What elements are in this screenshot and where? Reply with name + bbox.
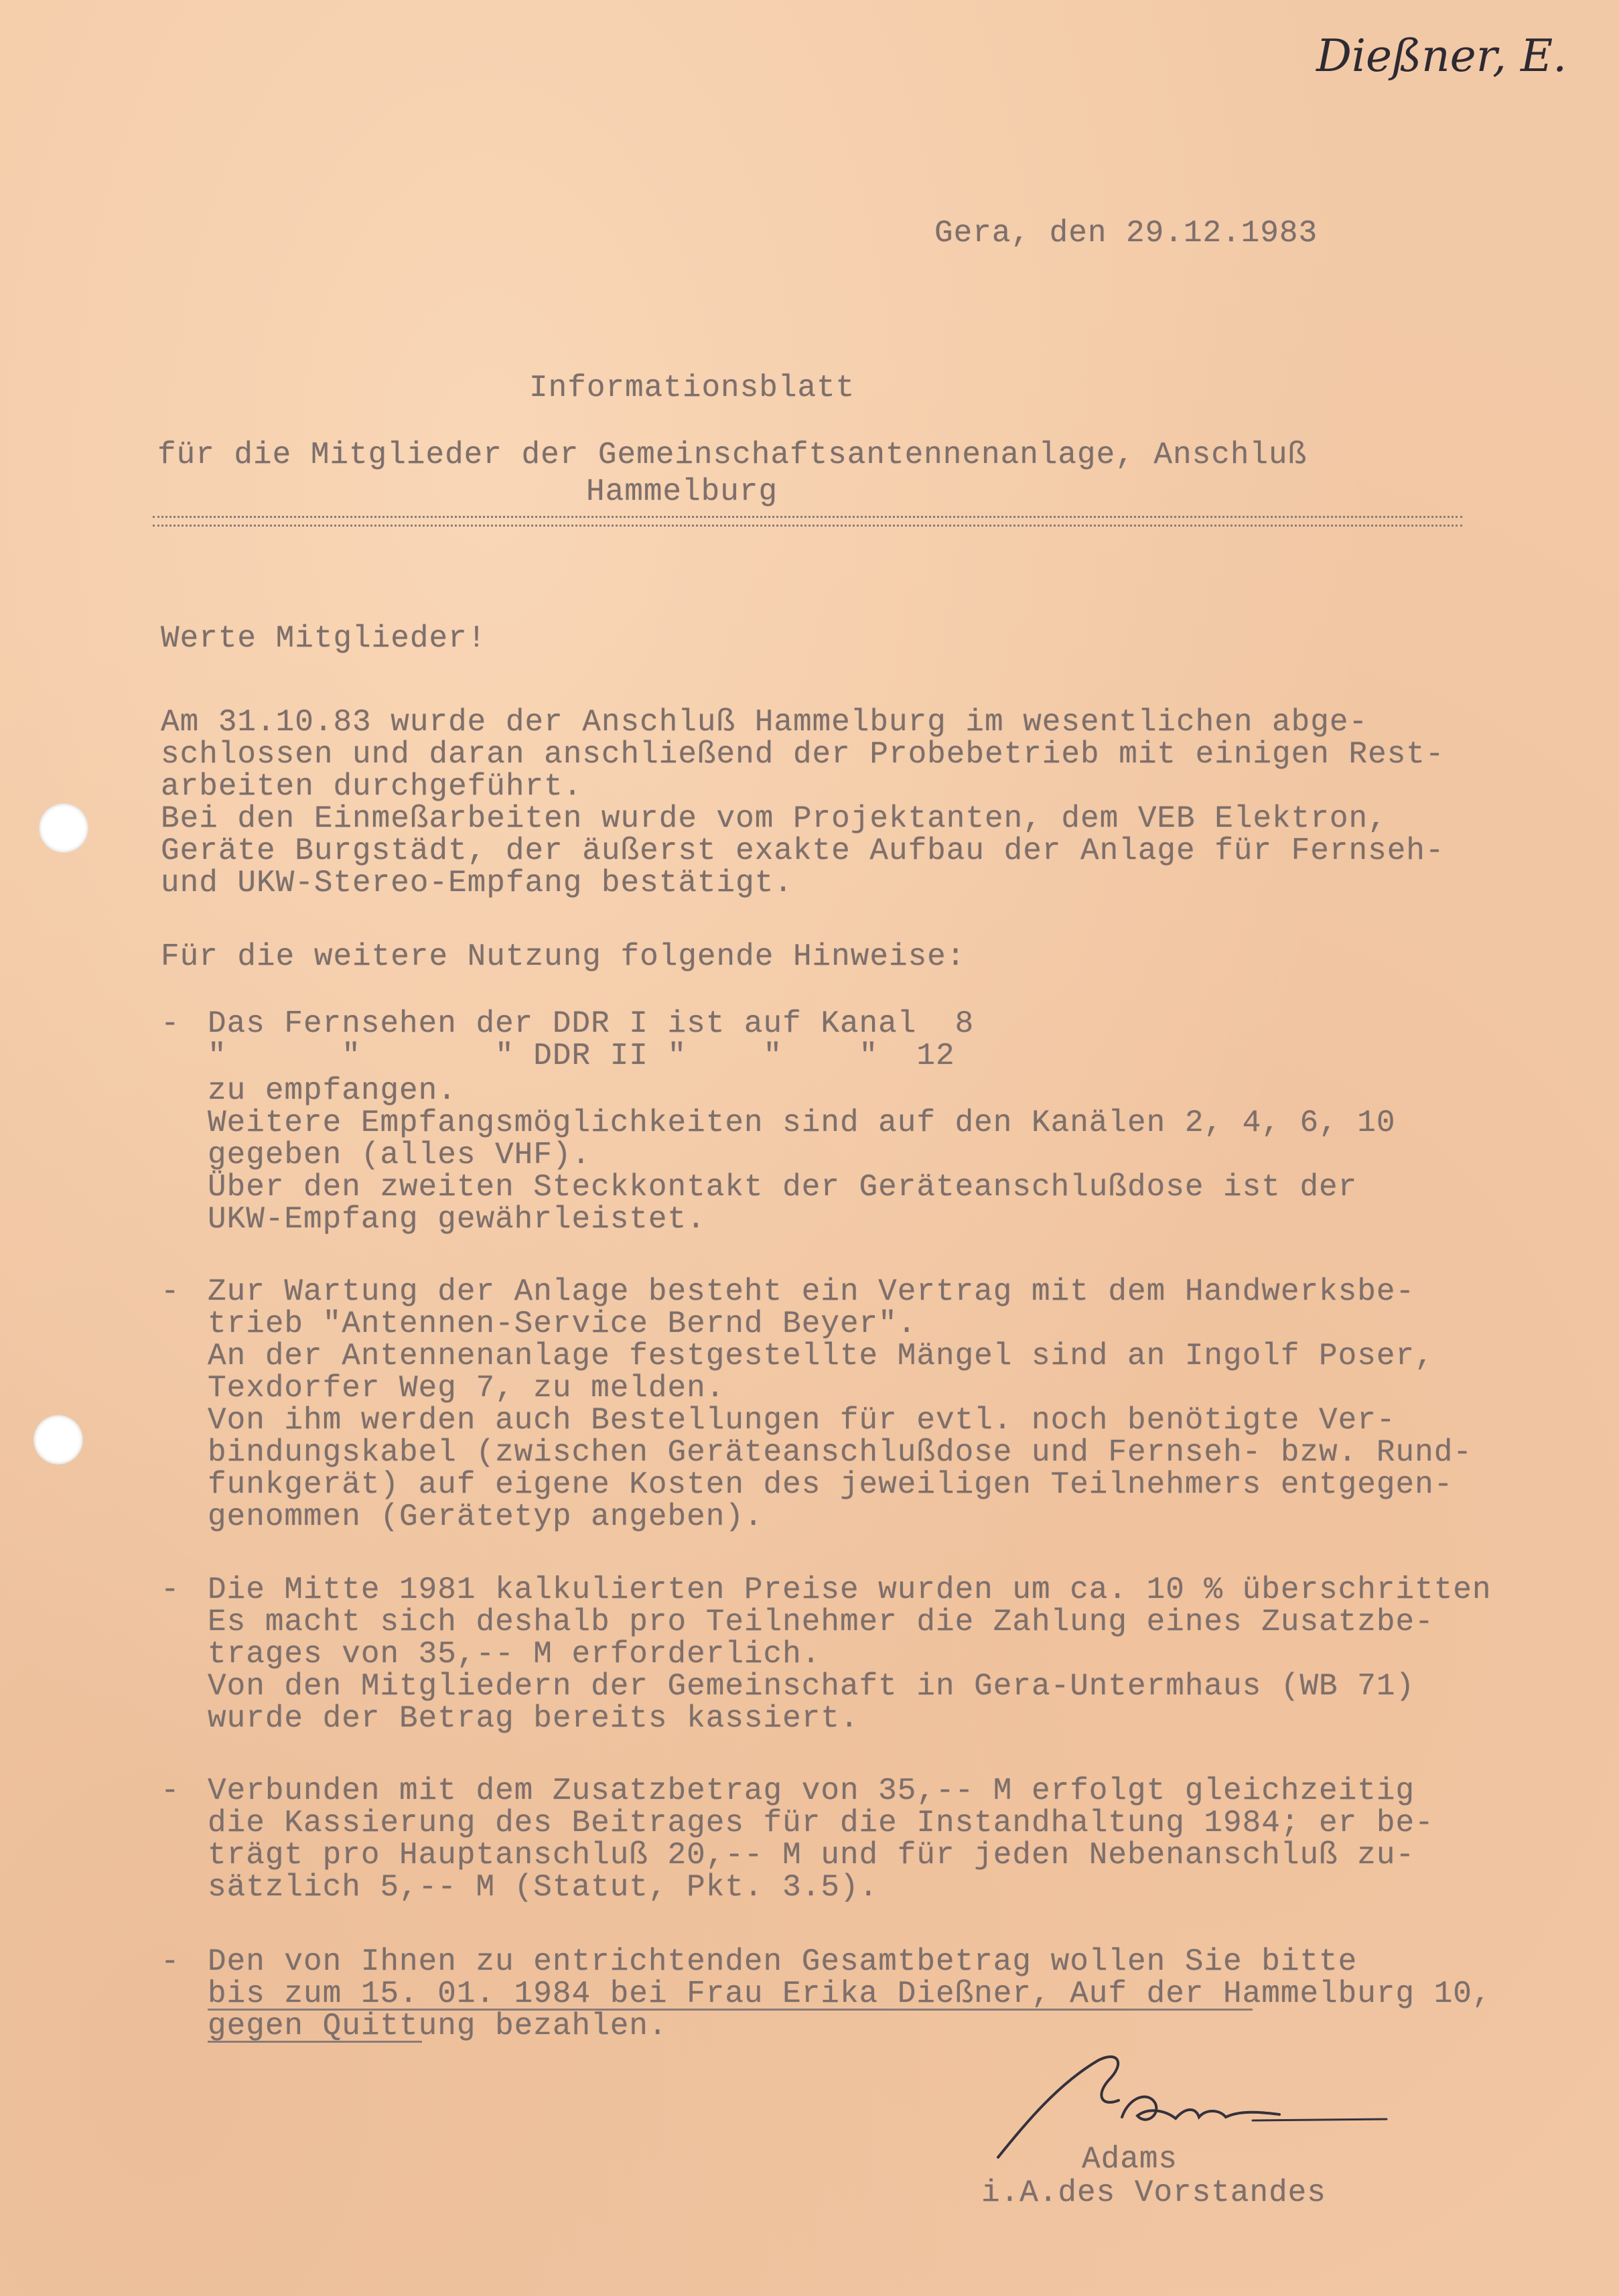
bullet-line: trieb "Antennen-Service Bernd Beyer". [208,1306,917,1341]
bullet-line: Texdorfer Weg 7, zu melden. [208,1371,725,1406]
bullet-line: die Kassierung des Beitrages für die Instandhaltung 1984; er be- [208,1806,1434,1840]
bullet-line: Die Mitte 1981 kalkulierten Preise wurden um ca. 10 % überschritten [208,1572,1492,1607]
intro-line: Am 31.10.83 wurde der Anschluß Hammelburg im wesentlichen abge- [161,705,1368,740]
bullet-dash: - [161,1274,180,1309]
bullet-dash: - [161,1773,180,1808]
bullet-line: Das Fernsehen der DDR I ist auf Kanal 8 [208,1006,975,1041]
signature-scribble [985,2043,1400,2164]
bullet-line: Verbunden mit dem Zusatzbetrag von 35,-- M erfolgt gleichzeitig [208,1773,1415,1808]
bullet-line: Den von Ihnen zu entrichtenden Gesamtbetrag wollen Sie bitte [208,1944,1358,1979]
document-title: Informationsblatt [529,370,855,405]
bullet-dash: - [161,1572,180,1607]
header-divider [153,516,1462,527]
punch-hole-bottom [33,1415,83,1465]
bullet-line: Über den zweiten Steckkontakt der Geräteanschlußdose ist der [208,1170,1358,1205]
bullet-line: sätzlich 5,-- M (Statut, Pkt. 3.5). [208,1870,879,1905]
bullet-line: bis zum 15. 01. 1984 bei Frau Erika Dießner, Auf der Hammelburg 10, [208,1976,1492,2011]
bullet-line: gegeben (alles VHF). [208,1138,591,1172]
subtitle-line-2: Hammelburg [586,474,778,509]
bullet-line: genommen (Gerätetyp angeben). [208,1499,764,1534]
salutation: Werte Mitglieder! [161,621,487,656]
intro-line: Bei den Einmeßarbeiten wurde vom Projektanten, dem VEB Elektron, [161,801,1387,836]
bullet-line: bindungskabel (zwischen Geräteanschlußdose und Fernseh- bzw. Rund- [208,1435,1472,1470]
bullet-line: Zur Wartung der Anlage besteht ein Vertrag mit dem Handwerksbe- [208,1274,1415,1309]
handwritten-name: Dießner, E. [1316,30,1567,82]
bullet-line: trägt pro Hauptanschluß 20,-- M und für jeden Nebenanschluß zu- [208,1838,1415,1873]
bullet-line: trages von 35,-- M erforderlich. [208,1637,821,1672]
bullet-line: Weitere Empfangsmöglichkeiten sind auf den Kanälen 2, 4, 6, 10 [208,1105,1396,1140]
bullet-line: Von den Mitgliedern der Gemeinschaft in Gera-Untermhaus (WB 71) [208,1669,1415,1704]
signature-name: Adams [1082,2142,1178,2177]
payment-underline [208,2009,1253,2011]
bullet-line: An der Antennenanlage festgestellte Mängel sind an Ingolf Poser, [208,1339,1434,1373]
punch-hole-top [39,803,88,853]
bullet-line: zu empfangen. [208,1073,457,1108]
bullet-line: " " " DDR II " " " 12 [208,1038,955,1073]
intro-line: arbeiten durchgeführt. [161,769,583,804]
bullet-line: gegen Quittung bezahlen. [208,2009,668,2043]
bullet-line: UKW-Empfang gewährleistet. [208,1202,706,1237]
bullet-line: Von ihm werden auch Bestellungen für evtl. noch benötigte Ver- [208,1403,1396,1438]
signature-role: i.A.des Vorstandes [981,2175,1326,2210]
bullet-line: funkgerät) auf eigene Kosten des jeweiligen Teilnehmers entgegen- [208,1467,1454,1502]
date-line: Gera, den 29.12.1983 [934,216,1318,251]
subtitle-line-1: für die Mitglieder der Gemeinschaftsantennenanlage, Anschluß [157,437,1308,472]
intro-line: schlossen und daran anschließend der Probebetrieb mit einigen Rest- [161,737,1445,772]
hints-intro: Für die weitere Nutzung folgende Hinweise: [161,939,966,974]
intro-line: Geräte Burgstädt, der äußerst exakte Aufbau der Anlage für Fernseh- [161,833,1445,868]
bullet-line: wurde der Betrag bereits kassiert. [208,1701,859,1736]
bullet-line: Es macht sich deshalb pro Teilnehmer die Zahlung eines Zusatzbe- [208,1605,1434,1639]
intro-line: und UKW-Stereo-Empfang bestätigt. [161,866,793,900]
payment-underline [208,2041,422,2043]
bullet-dash: - [161,1944,180,1979]
bullet-dash: - [161,1006,180,1041]
